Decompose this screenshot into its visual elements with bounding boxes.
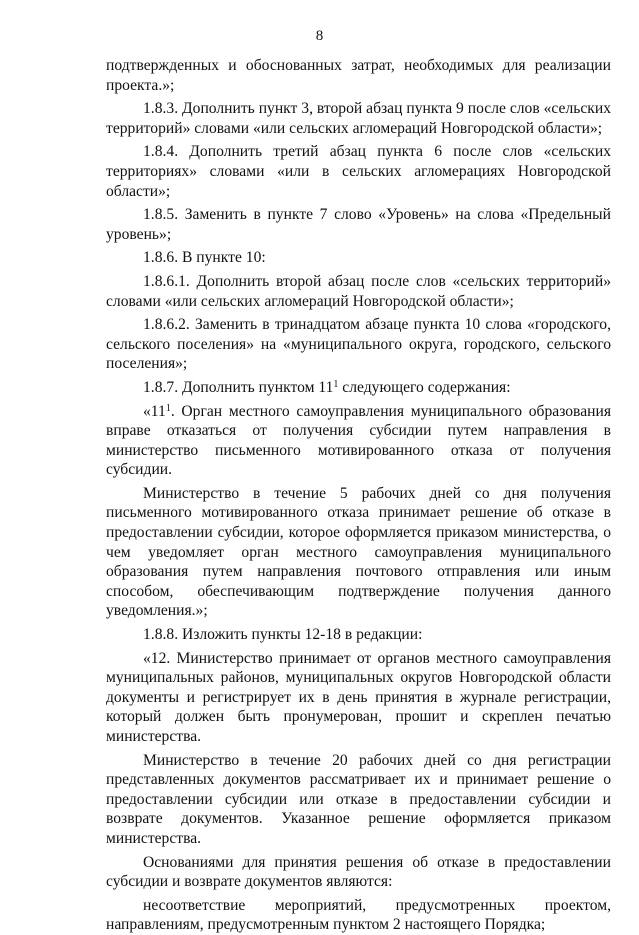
paragraph-12: «12. Министерство принимает от органов местного самоуправления муниципальных районов, муниципальных округов Новгородской области документы и регистрирует их в день принятия в журнале регистрации, который должен быть пронумерован, прошит и скреплен печатью министерства.: [106, 649, 611, 745]
paragraph-1-8-6-1: 1.8.6.1. Дополнить второй абзац после слов «сельских территорий» словами «или сельских агломераций Новгородской области»;: [106, 272, 611, 310]
document-body: [106, 56, 611, 935]
paragraph-1-8-7-tail: следующего содержания:: [338, 378, 511, 396]
paragraph-ministry-5-days: Министерство в течение 5 рабочих дней со дня получения письменного мотивированного отказа принимает решение об отказе в предоставлении субсидии, которое оформляется приказом министерства, о чем уведомляет орган местного самоуправления муниципального образования путем направления почтового отправления или иным способом, обеспечивающим подтверждение получения данного уведомления.»;: [106, 484, 611, 620]
superscript: 1: [333, 378, 339, 390]
paragraph-grounds-refusal: Основаниями для принятия решения об отказе в предоставлении субсидии и возврате документов являются:: [106, 853, 611, 891]
paragraph-ministry-20-days: Министерство в течение 20 рабочих дней со дня регистрации представленных документов рассматривает их и принимает решение о предоставлении субсидии или отказе в предоставлении субсидии и возврате документов. Указанное решение оформляется приказом министерства.: [106, 751, 611, 847]
paragraph-1-8-4: 1.8.4. Дополнить третий абзац пункта 6 после слов «сельских территориях» словами «или в сельских агломерациях Новгородской области»;: [106, 143, 611, 200]
paragraph-1-8-5: 1.8.5. Заменить в пункте 7 слово «Уровень» на слова «Предельный уровень»;: [106, 206, 611, 243]
paragraph-1-8-6: 1.8.6. В пункте 10:: [143, 249, 266, 267]
paragraph-1-8-6-2: 1.8.6.2. Заменить в тринадцатом абзаце пункта 10 слова «городского, сельского поселения» на «муниципального округа, городского, сельского поселения»;: [106, 316, 611, 373]
paragraph-1-8-7-text: 1.8.7. Дополнить пунктом 11: [143, 378, 334, 396]
paragraph-1-8-8: 1.8.8. Изложить пункты 12-18 в редакции:: [143, 626, 423, 644]
paragraph-11-1: [106, 402, 611, 480]
paragraph-nonconformity: несоответствие мероприятий, предусмотренных проектом, направлениям, предусмотренным пунктом 2 настоящего Порядка;: [106, 896, 611, 934]
paragraph-11-1-text: . Орган местного самоуправления муниципального образования вправе отказаться от получения субсидии путем направления в министерство письменного мотивированного отказа от получения субсидии.: [106, 402, 611, 479]
paragraph-1-8-3: 1.8.3. Дополнить пункт 3, второй абзац пункта 9 после слов «сельских территорий» словами «или сельских агломераций Новгородской области»;: [106, 100, 611, 137]
paragraph-1-8-7: [106, 378, 611, 398]
page-number: 8: [315, 28, 324, 44]
superscript: 1: [165, 402, 171, 414]
paragraph-11-1-start: «11: [143, 402, 166, 420]
paragraph-continuation: подтвержденных и обоснованных затрат, необходимых для реализации проекта.»;: [106, 57, 611, 94]
